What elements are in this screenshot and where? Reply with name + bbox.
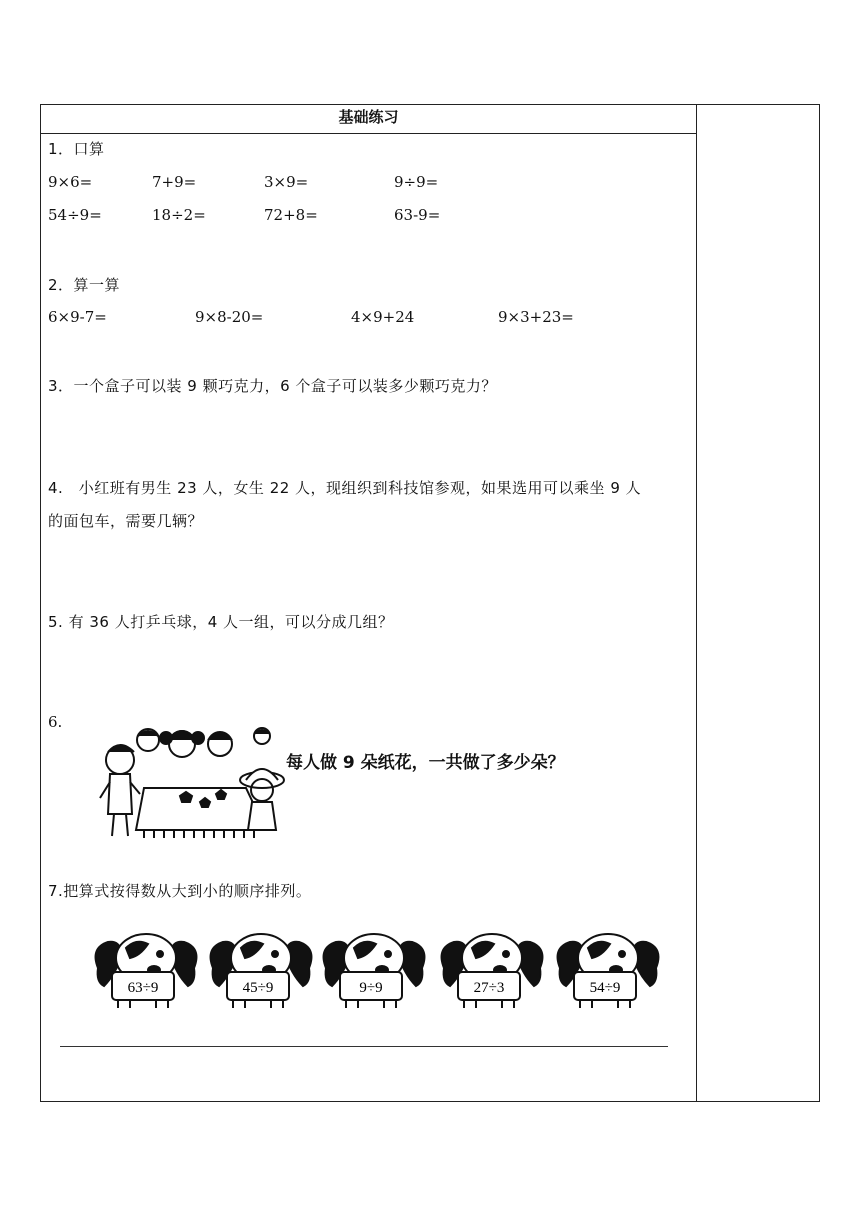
dog-expression-label: 45÷9 — [242, 980, 274, 996]
dog-card — [318, 928, 430, 1010]
dog-expression-label: 27÷3 — [473, 980, 505, 996]
dog-card — [436, 928, 548, 1010]
dog-expression-label: 54÷9 — [589, 980, 621, 996]
q7-text: 7.把算式按得数从大到小的顺序排列。 — [48, 882, 312, 900]
dog-expression-label: 63÷9 — [127, 980, 159, 996]
q1-item: 9÷9= — [394, 173, 439, 191]
q4-line1: 4. 小红班有男生 23 人，女生 22 人，现组织到科技馆参观，如果选用可以乘坐 9 人 — [48, 479, 642, 497]
q1-item: 63-9= — [394, 206, 441, 224]
q5-text: 5. 有 36 人打乒乓球，4 人一组，可以分成几组？ — [48, 613, 394, 631]
children-making-flowers-illustration — [96, 718, 296, 842]
q1-item: 72+8= — [264, 206, 318, 224]
dog-card — [205, 928, 317, 1010]
q6-speech-text: 每人做 9 朵纸花，一共做了多少朵？ — [286, 753, 565, 773]
dog-card — [552, 928, 664, 1010]
q1-item: 7+9= — [152, 173, 197, 191]
q1-label: 1．口算 — [48, 140, 105, 158]
q2-item: 4×9+24 — [351, 308, 415, 326]
dog-expression-label: 9÷9 — [359, 980, 383, 996]
q1-item: 3×9= — [264, 173, 309, 191]
dog-card — [90, 928, 202, 1010]
header-divider — [40, 133, 697, 134]
q4-line2: 的面包车，需要几辆？ — [48, 512, 204, 530]
q2-item: 9×3+23= — [498, 308, 574, 326]
q2-item: 6×9-7= — [48, 308, 107, 326]
q1-item: 18÷2= — [152, 206, 206, 224]
section-title: 基础练习 — [338, 108, 399, 126]
column-divider — [696, 104, 697, 1102]
q1-item: 54÷9= — [48, 206, 102, 224]
q6-label: 6. — [48, 713, 63, 731]
q1-item: 9×6= — [48, 173, 93, 191]
q2-item: 9×8-20= — [195, 308, 264, 326]
answer-line — [60, 1046, 668, 1047]
q3-text: 3．一个盒子可以装 9 颗巧克力，6 个盒子可以装多少颗巧克力？ — [48, 377, 497, 395]
q2-label: 2．算一算 — [48, 276, 121, 294]
